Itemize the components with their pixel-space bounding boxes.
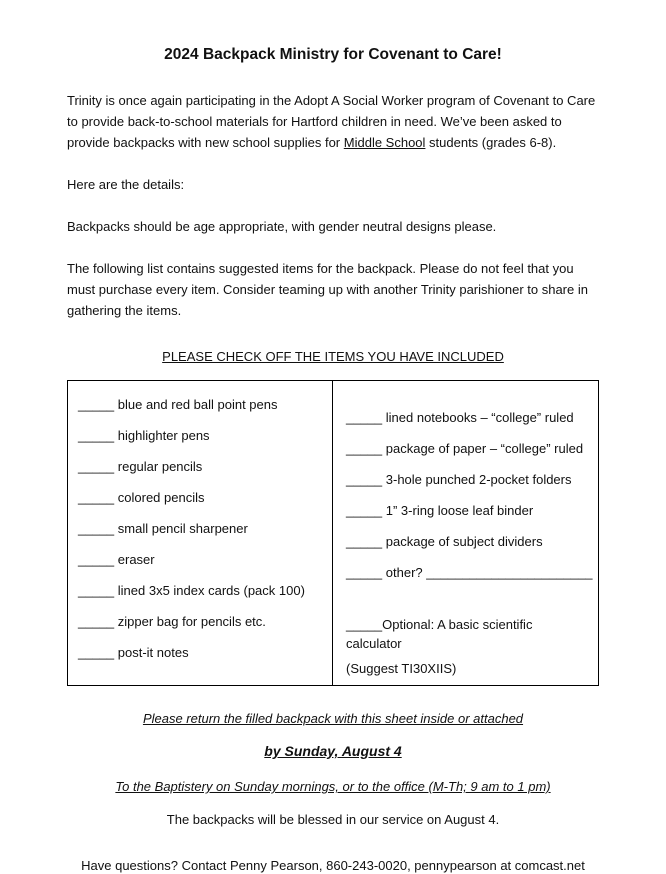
intro-text-before: Trinity is once again participating in the Adopt A Social Worker program of Covenant to Care to provide back-to-school materials for Hartford children in need. We’ve been asked to provide backpacks with new school supplies for: [67, 93, 596, 150]
checklist-item-optional: _____Optional: A basic scientific calculator: [346, 617, 533, 651]
deadline-line: [67, 743, 599, 759]
dropoff-instruction: [67, 779, 599, 795]
return-instruction-text: Please return the filled backpack with this sheet inside or attached: [142, 711, 524, 726]
backpack-design-note: Backpacks should be age appropriate, with gender neutral designs please.: [67, 219, 497, 234]
return-instruction: [67, 711, 599, 727]
checklist-item: _____ colored pencils: [78, 490, 205, 505]
intro-text-after: students (grades 6-8).: [425, 135, 557, 150]
checklist-item: _____ lined 3x5 index cards (pack 100): [78, 583, 305, 598]
checklist-item: _____ blue and red ball point pens: [78, 397, 278, 412]
optional-calculator-block: [346, 615, 590, 678]
checklist-box: [67, 380, 599, 686]
page-title: 2024 Backpack Ministry for Covenant to Care!: [164, 46, 502, 63]
checklist-item: _____ highlighter pens: [78, 428, 210, 443]
dropoff-instruction-text: To the Baptistery on Sunday mornings, or to the office (M-Th; 9 am to 1 pm): [115, 779, 551, 794]
checklist-right-column: [333, 381, 598, 685]
checklist-item: _____ regular pencils: [78, 459, 203, 474]
checklist-item: _____ 3-hole punched 2-pocket folders: [346, 472, 572, 487]
blessing-note: The backpacks will be blessed in our service on August 4.: [166, 812, 500, 827]
deadline-text: by Sunday, August 4: [264, 743, 402, 759]
suggested-items-note: The following list contains suggested items for the backpack. Please do not feel that you must purchase every item. Consider teaming up with another Trinity parishioner to share in gathering the items.: [67, 261, 588, 318]
checklist-item: _____ package of paper – “college” ruled: [346, 441, 584, 456]
checklist-item-optional-detail: (Suggest TI30XIIS): [346, 661, 457, 676]
checklist-item: _____ small pencil sharpener: [78, 521, 248, 536]
checklist-item: _____ package of subject dividers: [346, 534, 543, 549]
checklist-title-text: PLEASE CHECK OFF THE ITEMS YOU HAVE INCLUDED: [162, 349, 504, 364]
contact-info: Have questions? Contact Penny Pearson, 860-243-0020, pennypearson at comcast.net: [81, 858, 585, 873]
checklist-item: _____ lined notebooks – “college” ruled: [346, 410, 574, 425]
checklist-item: _____ 1” 3-ring loose leaf binder: [346, 503, 534, 518]
checklist-item: _____ post-it notes: [78, 645, 189, 660]
middle-school-underlined-text: Middle School: [343, 135, 426, 150]
checklist-title: [67, 349, 599, 364]
details-lead-line: Here are the details:: [67, 177, 185, 192]
checklist-item: _____ eraser: [78, 552, 155, 567]
checklist-left-column: [68, 381, 333, 685]
intro-paragraph: [67, 90, 599, 153]
checklist-item: _____ zipper bag for pencils etc.: [78, 614, 266, 629]
checklist-item: _____ other? _______________________: [346, 565, 593, 580]
